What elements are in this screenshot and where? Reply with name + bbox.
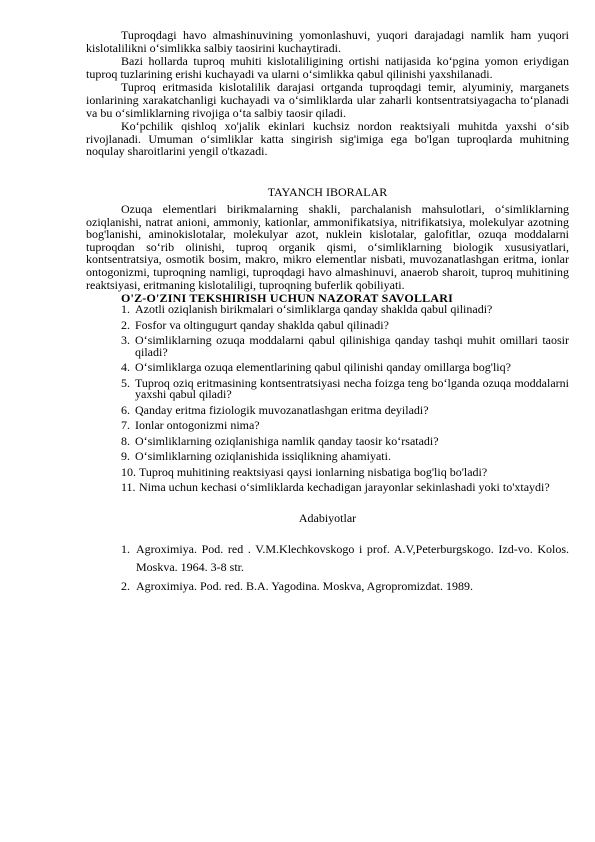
- references-list: [86, 540, 569, 595]
- question-item: 2. Fosfor va oltingugurt qanday shaklda qabul qilinadi?: [121, 317, 389, 332]
- paragraph-acidity-solubility: Bazi hollarda tuproq muhiti kislotaliligining ortishi natijasida ko‘pgina yomon eriydigan tuproq tuzlarining erishi kuchayadi va ularni o‘simlikka qabul qilinishi yaxshilanadi.: [86, 54, 569, 81]
- key-terms-title: TAYANCH IBORALAR: [267, 184, 388, 199]
- question-item: 7. Ionlar ontogonizmi nima?: [121, 418, 260, 433]
- control-questions-title: O'Z-O'ZINI TEKSHIRISH UCHUN NAZORAT SAVOLLARI: [121, 291, 453, 306]
- question-item: 10. Tuproq muhitining reaktsiyasi qaysi ionlarning nisbatiga bog'liq bo'ladi?: [121, 464, 488, 479]
- question-item: 5. Tuproq oziq eritmasining kontsentratsiyasi necha foizga teng bo‘lganda ozuqa moddalarni yaxshi qabul qiladi?: [121, 375, 569, 402]
- references-title: Adabiyotlar: [298, 510, 357, 525]
- paragraph-ion-mobility: Tuproq eritmasida kislotalilik darajasi ortganda tuproqdagi temir, alyuminiy, marganets ionlarining xarakatchanligi kuchayadi va o‘simliklarda ular zaharli kontsentratsiyagacha to‘planadi va bu o‘simliklarning rivojiga o‘ta salbiy taosir qiladi.: [86, 80, 569, 120]
- paragraph-air-exchange: Tuproqdagi havo almashinuvining yomonlashuvi, yuqori darajadagi namlik ham yuqori kislotalilikni o‘simlikka salbiy taosirini kuchaytiradi.: [86, 28, 569, 55]
- question-item: 9. O‘simliklarning oziqlanishida issiqlikning ahamiyati.: [121, 449, 391, 464]
- paragraph-weak-acid-crops: Ko‘pchilik qishloq xo'jalik ekinlari kuchsiz nordon reaktsiyali muhitda yaxshi o‘sib rivojlanadi. Umuman o‘simliklar katta singirish sig'imiga ega bo'lgan tuproqlarda muhitning noqulay sharoitlarini yengil o'tkazadi.: [86, 119, 569, 159]
- key-terms-list: Ozuqa elementlari birikmalarning shakli, parchalanish mahsulotlari, o‘simliklarning oziqlanishi, natrat anioni, ammoniy, kationlar, ammonifikatsiya, nitrifikatsiya, molekulyar azotning bog'lanishi, aminokislotalar, molekulyar azot, nuklein kislotalar, galofitlar, ozuqa moddalarni tuproqdan so‘rib olinishi, tuproq organik qismi, o‘simliklarning biologik xususiyatlari, kontsentratsiya, osmotik bosim, makro, mikro elementlar nisbati, muvozanatlashgan eritma, ionlar ontogonizmi, tuproqning namligi, tuproqdagi havo almashinuvi, anaerob sharoit, tuproq muhitining reaktsiyasi, eritmaning kislotaliligi, tuproqning buferlik qobiliyati.: [86, 201, 569, 292]
- reference-item: 2. Agroximiya. Pod. red. B.A. Yagodina. Moskva, Agropromizdat. 1989.: [121, 578, 473, 593]
- question-item: 6. Qanday eritma fiziologik muvozanatlashgan eritma deyiladi?: [121, 402, 429, 417]
- question-item: 8. O‘simliklarning oziqlanishiga namlik qanday taosir ko‘rsatadi?: [121, 433, 439, 448]
- question-item: 3. O‘simliklarning ozuqa moddalarni qabul qilinishiga qanday tashqi muhit omillari taosir qiladi?: [121, 333, 569, 359]
- question-item: 4. O‘simliklarga ozuqa elementlarining qabul qilinishi qanday omillarga bog'liq?: [121, 360, 511, 375]
- question-item: 11. Nima uchun kechasi o‘simliklarda kechadigan jarayonlar sekinlashadi yoki to'xtaydi?: [121, 480, 550, 495]
- question-item: 1. Azotli oziqlanish birikmalari o‘simliklarga qanday shaklda qabul qilinadi?: [121, 302, 493, 317]
- reference-item: 1. Agroximiya. Pod. red . V.M.Klechkovskogo i prof. A.V,Peterburgskogo. Izd-vo. Kolos. Moskva. 1964. 3-8 str.: [121, 541, 569, 574]
- control-questions-list: [86, 304, 569, 494]
